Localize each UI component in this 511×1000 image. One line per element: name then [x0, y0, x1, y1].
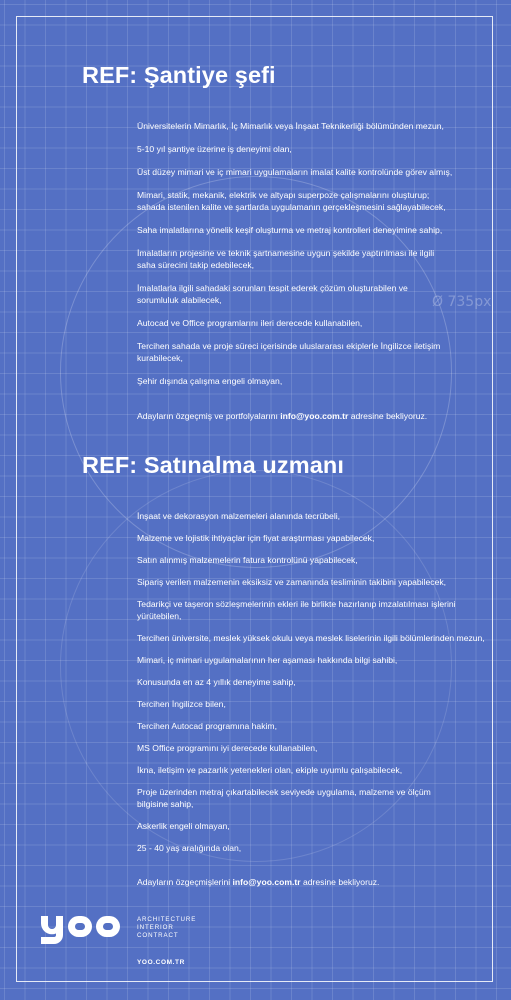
- section-title-site-chief: REF: Şantiye şefi: [82, 62, 276, 88]
- dimension-label: Ø 735px: [432, 294, 492, 310]
- closing-line: [137, 398, 477, 422]
- list-item: Sipariş verilen malzemenin eksiksiz ve zamanında tesliminin takibini yapabilecek,: [137, 577, 447, 587]
- list-item: İnşaat ve dekorasyon malzemeleri alanında tecrübeli,: [137, 511, 341, 521]
- list-item: Üst düzey mimari ve iç mimari uygulamaların imalat kalite kontrolünde görev almış,: [137, 167, 453, 177]
- list-item: MS Office programını iyi derecede kullanabilen,: [137, 743, 318, 753]
- website-link[interactable]: YOO.COM.TR: [137, 959, 185, 966]
- requirements-list-site-chief: [137, 120, 477, 422]
- list-item: Mimari, statik, mekanik, elektrik ve altyapı superpoze çalışmalarını oluşturup; sahada istenilen kalite ve şartlarda uygulamanın gerçekleşmesini sağlayabilecek,: [137, 190, 446, 212]
- closing-suffix: adresine bekliyoruz.: [348, 411, 428, 421]
- closing-line: [137, 864, 487, 888]
- tagline-line: INTERIOR: [137, 924, 174, 932]
- email-link[interactable]: info@yoo.com.tr: [280, 411, 349, 421]
- list-item: Proje üzerinden metraj çıkartabilecek seviyede uygulama, malzeme ve ölçüm bilgisine sahip,: [137, 787, 431, 809]
- list-item: Üniversitelerin Mimarlık, İç Mimarlık veya İnşaat Teknikerliği bölümünden mezun,: [137, 121, 444, 131]
- list-item: İmalatların projesine ve teknik şartnamesine uygun şekilde yaptırılması ile ilgili saha sürecini takip edebilecek,: [137, 248, 435, 270]
- requirements-list-purchasing: [137, 510, 487, 888]
- list-item: Askerlik engeli olmayan,: [137, 821, 230, 831]
- closing-prefix: Adayların özgeçmişlerini: [137, 877, 233, 887]
- list-item: Tercihen Autocad programına hakim,: [137, 721, 277, 731]
- list-item: Şehir dışında çalışma engeli olmayan,: [137, 376, 283, 386]
- list-item: Tedarikçi ve taşeron sözleşmelerinin ekleri ile birlikte hazırlanıp imzalatılması işlerini yürütebilen,: [137, 599, 456, 621]
- tagline-line: ARCHITECTURE: [137, 916, 197, 923]
- list-item: Konusunda en az 4 yıllık deneyime sahip,: [137, 677, 296, 687]
- list-item: 25 - 40 yaş aralığında olan,: [137, 843, 242, 853]
- list-item: Malzeme ve lojistik ihtiyaçlar için fiyat araştırması yapabilecek,: [137, 533, 375, 543]
- list-item: Tercihen İngilizce bilen,: [137, 699, 226, 709]
- list-item: Saha imalatlarına yönelik keşif oluşturma ve metraj kontrolleri deneyimine sahip,: [137, 225, 443, 235]
- list-item: Tercihen üniversite, meslek yüksek okulu veya meslek liselerinin ilgili bölümlerinden mezun,: [137, 633, 485, 643]
- list-item: Tercihen sahada ve proje süreci içerisinde uluslararası ekiplerle İngilizce iletişim kurabilecek,: [137, 341, 441, 363]
- list-item: İkna, iletişim ve pazarlık yetenekleri olan, ekiple uyumlu çalışabilecek,: [137, 765, 403, 775]
- tagline-line: CONTRACT: [137, 932, 179, 940]
- yoo-logo: [41, 916, 121, 944]
- email-link[interactable]: info@yoo.com.tr: [232, 877, 301, 887]
- list-item: Satın alınmış malzemelerin fatura kontrolünü yapabilecek,: [137, 555, 358, 565]
- list-item: İmalatlarla ilgili sahadaki sorunları tespit ederek çözüm oluşturabilen ve sorumluluk alabilecek,: [137, 283, 408, 305]
- closing-prefix: Adayların özgeçmiş ve portfolyalarını: [137, 411, 281, 421]
- section-title-purchasing: REF: Satınalma uzmanı: [82, 452, 344, 478]
- list-item: Mimari, iç mimari uygulamalarının her aşaması hakkında bilgi sahibi,: [137, 655, 398, 665]
- logo-tagline: [137, 916, 196, 941]
- list-item: 5-10 yıl şantiye üzerine iş deneyimi olan,: [137, 144, 292, 154]
- list-item: Autocad ve Office programlarını ileri derecede kullanabilen,: [137, 318, 363, 328]
- closing-suffix: adresine bekliyoruz.: [300, 877, 380, 887]
